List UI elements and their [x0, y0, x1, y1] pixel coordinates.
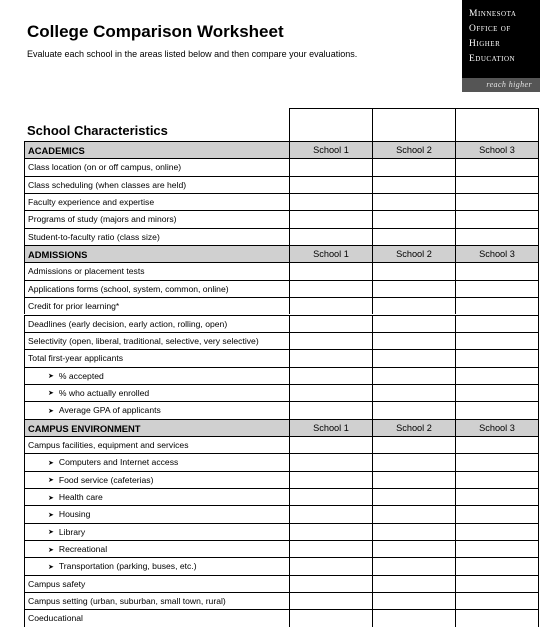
school-1-evaluation-cell[interactable]: [289, 592, 372, 609]
school-1-evaluation-cell[interactable]: [289, 540, 372, 557]
row-label: [24, 401, 289, 418]
row-label: [24, 436, 289, 453]
row-label-text: Applications forms (school, system, common, online): [28, 283, 229, 294]
row-label-text: Campus setting (urban, suburban, small town, rural): [28, 596, 226, 607]
school-2-evaluation-cell[interactable]: [372, 592, 455, 609]
row-label-text: Campus safety: [28, 578, 86, 589]
school-1-evaluation-cell[interactable]: [289, 228, 372, 245]
school-3-name-field[interactable]: [455, 108, 538, 141]
row-label: [24, 540, 289, 557]
row-label: [24, 193, 289, 210]
school-3-evaluation-cell[interactable]: [455, 210, 538, 227]
school-characteristics-heading: School Characteristics: [27, 123, 168, 138]
row-label: [24, 332, 289, 349]
column-header-school-2: School 2: [372, 419, 455, 436]
column-header-school-1: School 1: [289, 141, 372, 158]
row-label: [24, 176, 289, 193]
row-label: [24, 592, 289, 609]
table-right-border: [538, 108, 539, 627]
school-3-evaluation-cell[interactable]: [455, 297, 538, 314]
school-2-evaluation-cell[interactable]: [372, 158, 455, 175]
school-3-evaluation-cell[interactable]: [455, 523, 538, 540]
row-label: [24, 453, 289, 470]
row-label-text: Recreational: [58, 544, 108, 555]
school-2-evaluation-cell[interactable]: [372, 332, 455, 349]
row-label: [24, 349, 289, 366]
school-1-evaluation-cell[interactable]: [289, 332, 372, 349]
school-2-evaluation-cell[interactable]: [372, 505, 455, 522]
column-header-school-2: School 2: [372, 141, 455, 158]
arrow-bullet-icon: ➤: [48, 407, 54, 415]
school-2-evaluation-cell[interactable]: [372, 523, 455, 540]
row-label-text: Faculty experience and expertise: [28, 197, 155, 208]
row-label: [24, 609, 289, 626]
school-2-evaluation-cell[interactable]: [372, 557, 455, 574]
school-1-evaluation-cell[interactable]: [289, 609, 372, 626]
arrow-bullet-icon: ➤: [48, 546, 54, 554]
row-label-text: Average GPA of applicants: [58, 405, 161, 416]
school-3-evaluation-cell[interactable]: [455, 453, 538, 470]
row-label-text: Housing: [58, 509, 91, 520]
school-2-evaluation-cell[interactable]: [372, 609, 455, 626]
row-label: [24, 384, 289, 401]
arrow-bullet-icon: ➤: [48, 511, 54, 519]
row-label-text: Coeducational: [28, 613, 83, 624]
school-1-evaluation-cell[interactable]: [289, 505, 372, 522]
school-3-evaluation-cell[interactable]: [455, 471, 538, 488]
school-3-evaluation-cell[interactable]: [455, 158, 538, 175]
school-3-evaluation-cell[interactable]: [455, 280, 538, 297]
school-1-evaluation-cell[interactable]: [289, 401, 372, 418]
row-label-text: % who actually enrolled: [58, 387, 150, 398]
arrow-bullet-icon: ➤: [48, 459, 54, 467]
school-2-evaluation-cell[interactable]: [372, 210, 455, 227]
school-2-evaluation-cell[interactable]: [372, 384, 455, 401]
school-2-evaluation-cell[interactable]: [372, 401, 455, 418]
school-2-evaluation-cell[interactable]: [372, 540, 455, 557]
row-label: [24, 315, 289, 332]
school-1-evaluation-cell[interactable]: [289, 297, 372, 314]
school-1-evaluation-cell[interactable]: [289, 367, 372, 384]
row-label-text: Health care: [58, 492, 103, 502]
arrow-bullet-icon: ➤: [48, 477, 54, 485]
school-1-evaluation-cell[interactable]: [289, 210, 372, 227]
school-2-evaluation-cell[interactable]: [372, 262, 455, 279]
row-label-text: Student-to-faculty ratio (class size): [28, 231, 160, 242]
column-header-school-3: School 3: [455, 419, 538, 436]
school-3-evaluation-cell[interactable]: [455, 262, 538, 279]
school-3-evaluation-cell[interactable]: [455, 592, 538, 609]
school-3-evaluation-cell[interactable]: [455, 367, 538, 384]
row-label-text: Campus facilities, equipment and services: [28, 439, 189, 450]
minnesota-ohe-logo: [462, 0, 540, 92]
school-1-evaluation-cell[interactable]: [289, 523, 372, 540]
school-2-evaluation-cell[interactable]: [372, 228, 455, 245]
school-2-evaluation-cell[interactable]: [372, 297, 455, 314]
school-3-evaluation-cell[interactable]: [455, 505, 538, 522]
school-2-evaluation-cell[interactable]: [372, 471, 455, 488]
school-1-evaluation-cell[interactable]: [289, 557, 372, 574]
school-3-evaluation-cell[interactable]: [455, 315, 538, 332]
row-label: [24, 523, 289, 540]
page-title: College Comparison Worksheet: [27, 22, 284, 41]
arrow-bullet-icon: ➤: [48, 563, 54, 571]
logo-line-1: Minnesota: [469, 9, 517, 19]
school-3-evaluation-cell[interactable]: [455, 349, 538, 366]
school-1-evaluation-cell[interactable]: [289, 280, 372, 297]
school-3-evaluation-cell[interactable]: [455, 228, 538, 245]
column-header-school-1: School 1: [289, 419, 372, 436]
school-1-evaluation-cell[interactable]: [289, 453, 372, 470]
row-label: [24, 505, 289, 522]
school-2-evaluation-cell[interactable]: [372, 436, 455, 453]
section-header-academics: ACADEMICS: [24, 141, 289, 158]
school-1-evaluation-cell[interactable]: [289, 176, 372, 193]
school-3-evaluation-cell[interactable]: [455, 575, 538, 592]
school-2-evaluation-cell[interactable]: [372, 176, 455, 193]
row-label: [24, 228, 289, 245]
school-1-evaluation-cell[interactable]: [289, 488, 372, 505]
school-3-evaluation-cell[interactable]: [455, 557, 538, 574]
row-label: [24, 210, 289, 227]
row-label-text: Class location (on or off campus, online): [28, 162, 182, 173]
school-3-evaluation-cell[interactable]: [455, 384, 538, 401]
row-label-text: Food service (cafeterias): [58, 474, 154, 485]
row-label-text: Class scheduling (when classes are held): [28, 179, 187, 190]
logo-line-3: Higher: [469, 39, 501, 49]
row-label: [24, 471, 289, 488]
row-label-text: Selectivity (open, liberal, traditional, selective, very selective): [28, 335, 259, 346]
logo-line-4: Education: [469, 54, 516, 64]
school-2-name-field[interactable]: [372, 108, 455, 141]
school-1-evaluation-cell[interactable]: [289, 349, 372, 366]
row-label-text: Admissions or placement tests: [28, 266, 145, 277]
school-2-evaluation-cell[interactable]: [372, 349, 455, 366]
row-label-text: Credit for prior learning*: [28, 301, 120, 312]
school-3-evaluation-cell[interactable]: [455, 176, 538, 193]
row-label-text: Total first-year applicants: [28, 353, 124, 364]
page-subtitle: Evaluate each school in the areas listed below and then compare your evaluations.: [27, 49, 358, 59]
school-3-evaluation-cell[interactable]: [455, 193, 538, 210]
school-3-evaluation-cell[interactable]: [455, 540, 538, 557]
column-header-school-3: School 3: [455, 245, 538, 262]
column-header-school-3: School 3: [455, 141, 538, 158]
school-1-evaluation-cell[interactable]: [289, 436, 372, 453]
school-3-evaluation-cell[interactable]: [455, 436, 538, 453]
school-1-evaluation-cell[interactable]: [289, 193, 372, 210]
school-3-evaluation-cell[interactable]: [455, 401, 538, 418]
school-2-evaluation-cell[interactable]: [372, 488, 455, 505]
row-label: [24, 557, 289, 574]
school-1-evaluation-cell[interactable]: [289, 315, 372, 332]
school-2-evaluation-cell[interactable]: [372, 453, 455, 470]
arrow-bullet-icon: ➤: [48, 390, 54, 398]
school-2-evaluation-cell[interactable]: [372, 367, 455, 384]
row-label: [24, 575, 289, 592]
column-header-school-2: School 2: [372, 245, 455, 262]
row-label-text: Computers and Internet access: [58, 457, 179, 468]
row-label-text: Library: [58, 526, 86, 537]
school-3-evaluation-cell[interactable]: [455, 488, 538, 505]
school-1-evaluation-cell[interactable]: [289, 158, 372, 175]
row-label-text: Programs of study (majors and minors): [28, 214, 177, 225]
school-3-evaluation-cell[interactable]: [455, 332, 538, 349]
column-header-school-1: School 1: [289, 245, 372, 262]
school-3-evaluation-cell[interactable]: [455, 609, 538, 626]
school-1-name-field[interactable]: [289, 108, 372, 141]
logo-tagline: reach higher: [486, 80, 532, 89]
school-2-evaluation-cell[interactable]: [372, 280, 455, 297]
arrow-bullet-icon: ➤: [48, 529, 54, 537]
school-1-evaluation-cell[interactable]: [289, 384, 372, 401]
row-label-text: Deadlines (early decision, early action, rolling, open): [28, 318, 228, 329]
arrow-bullet-icon: ➤: [48, 373, 54, 381]
school-2-evaluation-cell[interactable]: [372, 193, 455, 210]
row-label: [24, 262, 289, 279]
school-1-evaluation-cell[interactable]: [289, 471, 372, 488]
school-2-evaluation-cell[interactable]: [372, 575, 455, 592]
school-1-evaluation-cell[interactable]: [289, 575, 372, 592]
row-label: [24, 367, 289, 384]
row-label: [24, 297, 289, 314]
school-2-evaluation-cell[interactable]: [372, 315, 455, 332]
row-label: [24, 280, 289, 297]
school-1-evaluation-cell[interactable]: [289, 262, 372, 279]
arrow-bullet-icon: ➤: [48, 494, 54, 502]
section-header-admissions: ADMISSIONS: [24, 245, 289, 262]
logo-line-2: Office of: [469, 24, 511, 34]
row-label: [24, 488, 289, 505]
row-label-text: % accepted: [58, 370, 104, 381]
section-header-campus-environment: CAMPUS ENVIRONMENT: [24, 419, 289, 436]
row-label: [24, 158, 289, 175]
row-label-text: Transportation (parking, buses, etc.): [58, 561, 197, 572]
